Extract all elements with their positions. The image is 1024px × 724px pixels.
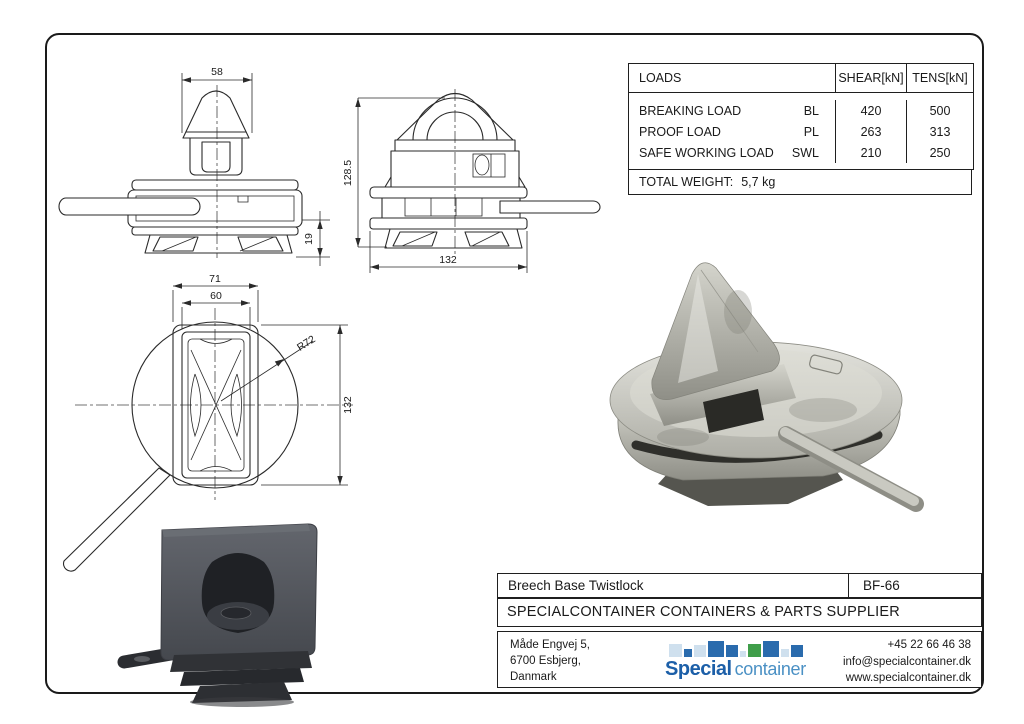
title-block-row-product — [497, 573, 982, 598]
dim-128-5 — [342, 98, 445, 247]
dim-r72 — [221, 333, 318, 401]
dim-label-58: 58 — [211, 66, 223, 78]
company-contact — [811, 632, 981, 687]
supplier-line: SPECIALCONTAINER CONTAINERS & PARTS SUPPLIER — [497, 598, 982, 627]
total-weight-value: 5,7 kg — [741, 175, 776, 189]
website-url: www.specialcontainer.dk — [845, 672, 971, 685]
front-view-drawing — [50, 53, 340, 268]
logo-squares-icon — [669, 640, 803, 657]
table-row — [629, 121, 973, 142]
dim-label-19: 19 — [303, 233, 315, 245]
dim-60 — [182, 290, 250, 329]
title-block-row-contact — [497, 631, 982, 688]
total-weight-label: TOTAL WEIGHT: — [639, 175, 734, 189]
product-code: BF-66 — [863, 578, 900, 593]
load-abbr: BL — [803, 103, 819, 118]
load-tens-value: 250 — [906, 142, 973, 163]
address-line: 6700 Esbjerg, — [510, 655, 581, 668]
dim-label-r72: R72 — [295, 333, 318, 354]
col-header-loads: LOADS — [639, 71, 682, 85]
load-tens-value: 313 — [906, 121, 973, 142]
dim-label-128-5: 128.5 — [342, 159, 354, 187]
col-header-shear: SHEAR[kN] — [835, 64, 906, 92]
load-shear-value: 210 — [835, 142, 906, 163]
address-line: Måde Engvej 5, — [510, 639, 590, 651]
loads-table — [628, 63, 974, 170]
product-name: Breech Base Twistlock — [498, 574, 849, 597]
product-photo-twistlock — [588, 252, 933, 544]
load-tens-value: 500 — [906, 100, 973, 121]
table-row — [629, 142, 973, 163]
dim-132-side — [370, 231, 527, 273]
email-address: info@specialcontainer.dk — [842, 655, 971, 668]
load-name: BREAKING LOAD — [639, 103, 742, 118]
loads-table-body — [629, 93, 973, 169]
table-row — [629, 100, 973, 121]
logo-word-special: Special — [665, 658, 732, 680]
load-shear-value: 263 — [835, 121, 906, 142]
company-address — [498, 632, 660, 687]
dim-19 — [296, 211, 330, 266]
loads-table-header — [629, 64, 973, 93]
dim-label-71: 71 — [209, 273, 221, 285]
load-abbr: PL — [803, 124, 819, 139]
load-shear-value: 420 — [835, 100, 906, 121]
dim-label-132-bottom: 132 — [342, 396, 354, 414]
dim-label-132-side: 132 — [439, 254, 457, 266]
logo-wordmark — [665, 658, 806, 681]
total-weight-box — [628, 169, 972, 195]
load-name: SAFE WORKING LOAD — [639, 145, 774, 160]
col-header-tens: TENS[kN] — [906, 64, 973, 92]
load-name: PROOF LOAD — [639, 124, 721, 139]
load-abbr: SWL — [791, 145, 819, 160]
company-logo — [660, 632, 811, 687]
address-line: Danmark — [510, 671, 557, 684]
phone-number: +45 22 66 46 38 — [887, 639, 971, 651]
logo-word-container: container — [734, 659, 806, 679]
side-view-drawing — [342, 85, 615, 280]
photo-corner-casting — [112, 510, 362, 710]
dim-label-60: 60 — [210, 290, 222, 302]
